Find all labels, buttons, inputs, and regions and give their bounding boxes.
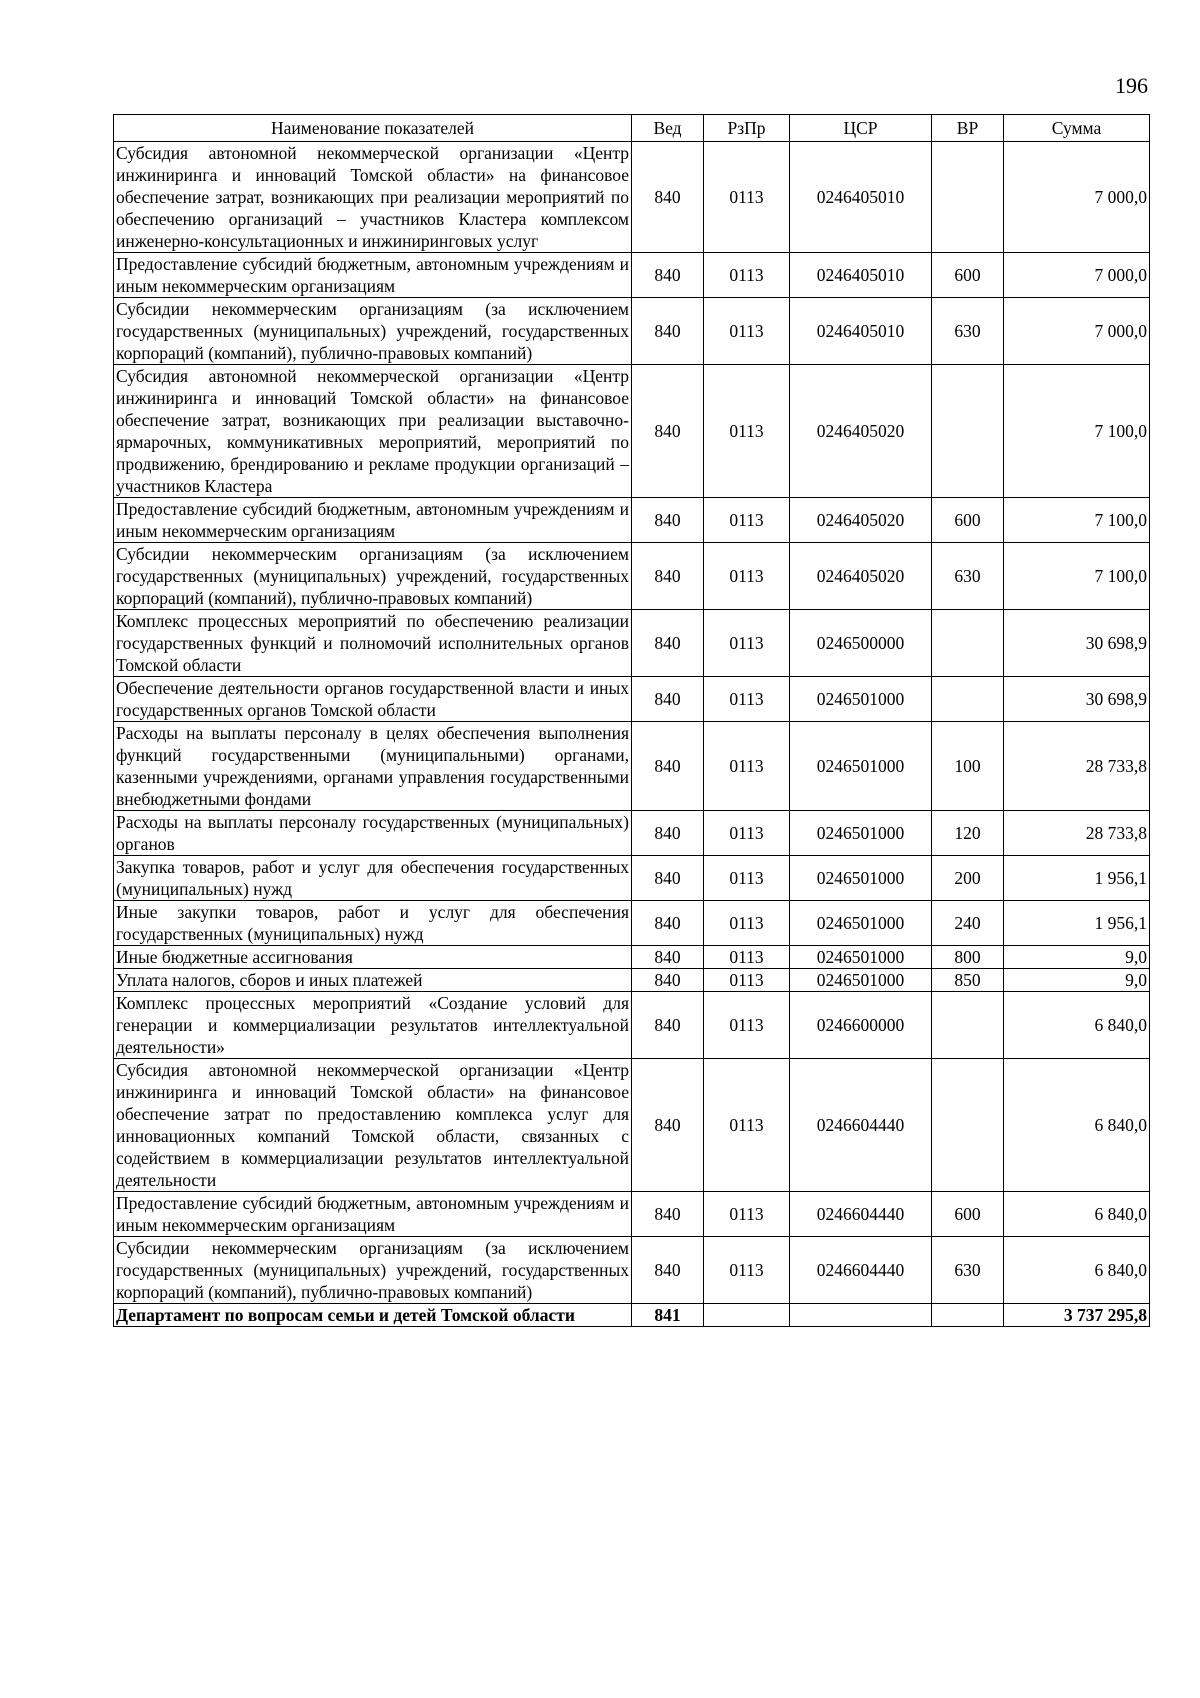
cell-vr — [932, 1304, 1004, 1327]
cell-name: Комплекс процессных мероприятий по обеспечению реализации государственных функций и полномочий исполнительных органов Томской области — [114, 610, 632, 677]
cell-ved: 840 — [632, 992, 704, 1059]
table-row — [114, 610, 1150, 677]
cell-sum: 28 733,8 — [1004, 722, 1150, 811]
cell-vr — [932, 142, 1004, 253]
table-row — [114, 722, 1150, 811]
cell-sum: 6 840,0 — [1004, 1059, 1150, 1192]
table-row — [114, 992, 1150, 1059]
cell-ved: 840 — [632, 365, 704, 498]
cell-vr: 600 — [932, 1192, 1004, 1237]
cell-name: Комплекс процессных мероприятий «Создание условий для генерации и коммерциализации результатов интеллектуальной деятельности» — [114, 992, 632, 1059]
cell-sum: 7 100,0 — [1004, 498, 1150, 543]
cell-vr: 850 — [932, 969, 1004, 992]
cell-rzpr: 0113 — [704, 722, 790, 811]
cell-sum: 9,0 — [1004, 946, 1150, 969]
header-rzpr: РзПр — [704, 115, 790, 142]
table-row — [114, 811, 1150, 856]
cell-name: Предоставление субсидий бюджетным, автономным учреждениям и иным некоммерческим организациям — [114, 1192, 632, 1237]
cell-ved: 840 — [632, 142, 704, 253]
table-row — [114, 365, 1150, 498]
cell-vr — [932, 992, 1004, 1059]
cell-sum: 1 956,1 — [1004, 856, 1150, 901]
table-row — [114, 498, 1150, 543]
cell-sum: 7 100,0 — [1004, 365, 1150, 498]
cell-ved: 840 — [632, 1059, 704, 1192]
cell-csr: 0246405010 — [790, 142, 932, 253]
table-row — [114, 1192, 1150, 1237]
cell-name: Расходы на выплаты персоналу в целях обеспечения выполнения функций государственными (муниципальными) органами, казенными учреждениями, органами управления государственными внебюджетными фондами — [114, 722, 632, 811]
cell-ved: 841 — [632, 1304, 704, 1327]
cell-csr: 0246405010 — [790, 298, 932, 365]
cell-rzpr: 0113 — [704, 677, 790, 722]
budget-table — [113, 114, 1150, 1327]
cell-rzpr — [704, 1304, 790, 1327]
cell-name: Субсидии некоммерческим организациям (за исключением государственных (муниципальных) учреждений, государственных корпораций (компаний), публично-правовых компаний) — [114, 298, 632, 365]
header-ved: Вед — [632, 115, 704, 142]
cell-vr: 630 — [932, 298, 1004, 365]
cell-rzpr: 0113 — [704, 856, 790, 901]
table-header-row — [114, 115, 1150, 142]
cell-rzpr: 0113 — [704, 811, 790, 856]
cell-sum: 3 737 295,8 — [1004, 1304, 1150, 1327]
cell-rzpr: 0113 — [704, 1192, 790, 1237]
table-row — [114, 543, 1150, 610]
cell-name: Департамент по вопросам семьи и детей Томской области — [114, 1304, 632, 1327]
cell-csr: 0246501000 — [790, 677, 932, 722]
cell-ved: 840 — [632, 543, 704, 610]
cell-csr: 0246501000 — [790, 722, 932, 811]
cell-ved: 840 — [632, 1237, 704, 1304]
cell-name: Предоставление субсидий бюджетным, автономным учреждениям и иным некоммерческим организациям — [114, 498, 632, 543]
cell-rzpr: 0113 — [704, 946, 790, 969]
cell-csr: 0246604440 — [790, 1192, 932, 1237]
cell-vr — [932, 677, 1004, 722]
table-body — [114, 142, 1150, 1327]
cell-ved: 840 — [632, 1192, 704, 1237]
cell-rzpr: 0113 — [704, 1059, 790, 1192]
cell-csr: 0246405010 — [790, 253, 932, 298]
table-row — [114, 901, 1150, 946]
cell-name: Уплата налогов, сборов и иных платежей — [114, 969, 632, 992]
cell-ved: 840 — [632, 811, 704, 856]
cell-vr: 600 — [932, 498, 1004, 543]
cell-name: Субсидии некоммерческим организациям (за исключением государственных (муниципальных) учреждений, государственных корпораций (компаний), публично-правовых компаний) — [114, 543, 632, 610]
cell-vr: 200 — [932, 856, 1004, 901]
cell-ved: 840 — [632, 610, 704, 677]
cell-csr: 0246500000 — [790, 610, 932, 677]
cell-csr: 0246501000 — [790, 811, 932, 856]
cell-vr: 630 — [932, 1237, 1004, 1304]
cell-ved: 840 — [632, 946, 704, 969]
cell-ved: 840 — [632, 969, 704, 992]
table-row — [114, 253, 1150, 298]
cell-rzpr: 0113 — [704, 992, 790, 1059]
cell-sum: 6 840,0 — [1004, 1192, 1150, 1237]
cell-sum: 7 000,0 — [1004, 253, 1150, 298]
table-row — [114, 946, 1150, 969]
table-row — [114, 1304, 1150, 1327]
cell-vr: 600 — [932, 253, 1004, 298]
cell-name: Расходы на выплаты персоналу государственных (муниципальных) органов — [114, 811, 632, 856]
table-row — [114, 142, 1150, 253]
cell-ved: 840 — [632, 298, 704, 365]
cell-ved: 840 — [632, 498, 704, 543]
cell-name: Обеспечение деятельности органов государственной власти и иных государственных органов Томской области — [114, 677, 632, 722]
cell-csr: 0246501000 — [790, 901, 932, 946]
cell-rzpr: 0113 — [704, 365, 790, 498]
cell-ved: 840 — [632, 901, 704, 946]
cell-csr — [790, 1304, 932, 1327]
cell-ved: 840 — [632, 856, 704, 901]
cell-csr: 0246501000 — [790, 946, 932, 969]
cell-csr: 0246604440 — [790, 1237, 932, 1304]
cell-rzpr: 0113 — [704, 253, 790, 298]
cell-vr: 240 — [932, 901, 1004, 946]
cell-csr: 0246600000 — [790, 992, 932, 1059]
cell-rzpr: 0113 — [704, 298, 790, 365]
header-name: Наименование показателей — [114, 115, 632, 142]
cell-name: Иные бюджетные ассигнования — [114, 946, 632, 969]
cell-rzpr: 0113 — [704, 543, 790, 610]
header-vr: ВР — [932, 115, 1004, 142]
cell-name: Предоставление субсидий бюджетным, автономным учреждениям и иным некоммерческим организациям — [114, 253, 632, 298]
page-number: 196 — [1115, 73, 1148, 98]
cell-sum: 30 698,9 — [1004, 677, 1150, 722]
cell-rzpr: 0113 — [704, 969, 790, 992]
cell-sum: 9,0 — [1004, 969, 1150, 992]
cell-sum: 7 000,0 — [1004, 298, 1150, 365]
cell-rzpr: 0113 — [704, 1237, 790, 1304]
cell-vr: 120 — [932, 811, 1004, 856]
cell-vr — [932, 1059, 1004, 1192]
cell-name: Субсидия автономной некоммерческой организации «Центр инжиниринга и инноваций Томской области» на финансовое обеспечение затрат, возникающих при реализации мероприятий по обеспечению организаций – участников Кластера комплексом инженерно-консультационных и инжиниринговых услуг — [114, 142, 632, 253]
header-csr: ЦСР — [790, 115, 932, 142]
cell-vr: 630 — [932, 543, 1004, 610]
cell-name: Субсидии некоммерческим организациям (за исключением государственных (муниципальных) учреждений, государственных корпораций (компаний), публично-правовых компаний) — [114, 1237, 632, 1304]
cell-csr: 0246604440 — [790, 1059, 932, 1192]
cell-ved: 840 — [632, 253, 704, 298]
cell-csr: 0246405020 — [790, 498, 932, 543]
cell-ved: 840 — [632, 722, 704, 811]
cell-sum: 7 100,0 — [1004, 543, 1150, 610]
cell-rzpr: 0113 — [704, 498, 790, 543]
cell-name: Иные закупки товаров, работ и услуг для обеспечения государственных (муниципальных) нужд — [114, 901, 632, 946]
cell-sum: 7 000,0 — [1004, 142, 1150, 253]
cell-sum: 6 840,0 — [1004, 992, 1150, 1059]
cell-csr: 0246501000 — [790, 856, 932, 901]
cell-sum: 30 698,9 — [1004, 610, 1150, 677]
cell-ved: 840 — [632, 677, 704, 722]
cell-rzpr: 0113 — [704, 610, 790, 677]
cell-sum: 1 956,1 — [1004, 901, 1150, 946]
table-row — [114, 969, 1150, 992]
cell-vr — [932, 610, 1004, 677]
cell-name: Закупка товаров, работ и услуг для обеспечения государственных (муниципальных) нужд — [114, 856, 632, 901]
cell-name: Субсидия автономной некоммерческой организации «Центр инжиниринга и инноваций Томской области» на финансовое обеспечение затрат по предоставлению комплекса услуг для инновационных компаний Томской области, связанных с содействием в коммерциализации результатов интеллектуальной деятельности — [114, 1059, 632, 1192]
cell-vr: 800 — [932, 946, 1004, 969]
cell-csr: 0246501000 — [790, 969, 932, 992]
cell-rzpr: 0113 — [704, 142, 790, 253]
table-row — [114, 1237, 1150, 1304]
cell-vr — [932, 365, 1004, 498]
cell-sum: 28 733,8 — [1004, 811, 1150, 856]
table-row — [114, 856, 1150, 901]
cell-csr: 0246405020 — [790, 365, 932, 498]
cell-sum: 6 840,0 — [1004, 1237, 1150, 1304]
cell-rzpr: 0113 — [704, 901, 790, 946]
cell-vr: 100 — [932, 722, 1004, 811]
header-sum: Сумма — [1004, 115, 1150, 142]
table-row — [114, 677, 1150, 722]
cell-csr: 0246405020 — [790, 543, 932, 610]
cell-name: Субсидия автономной некоммерческой организации «Центр инжиниринга и инноваций Томской области» на финансовое обеспечение затрат, возникающих при реализации выставочно-ярмарочных, коммуникативных мероприятий, мероприятий по продвижению, брендированию и рекламе продукции организаций – участников Кластера — [114, 365, 632, 498]
table-row — [114, 298, 1150, 365]
table-row — [114, 1059, 1150, 1192]
